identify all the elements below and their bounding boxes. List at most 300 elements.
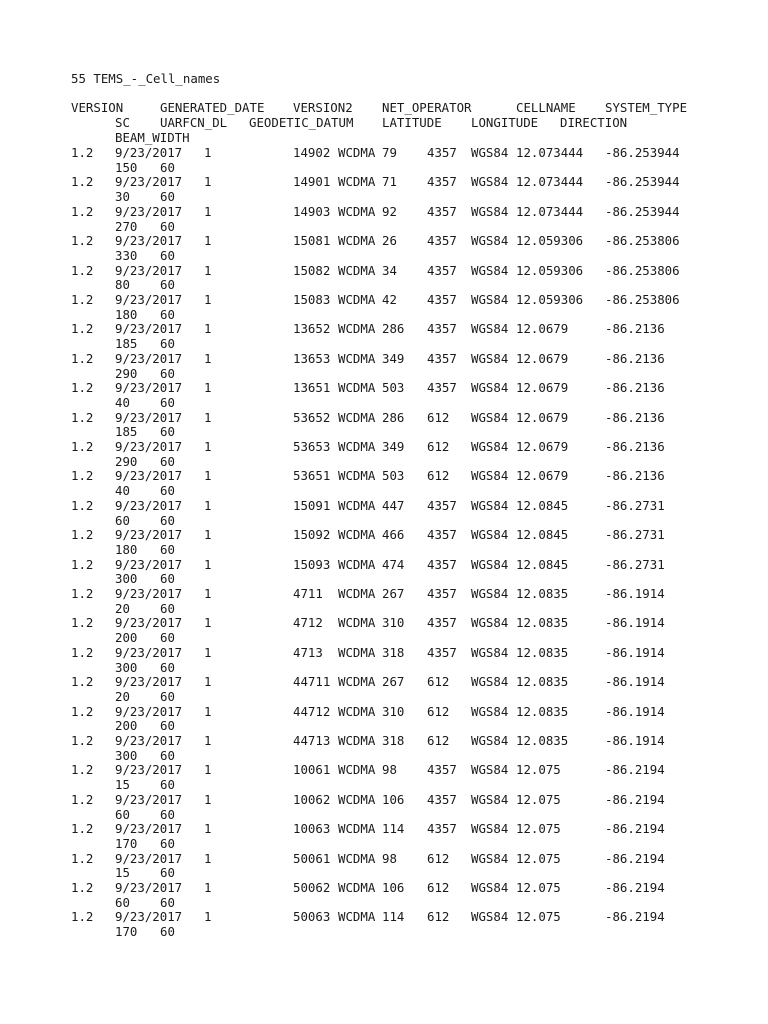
cell-latitude: 12.073444	[516, 145, 584, 160]
cell-generated-date: 9/23/2017	[115, 791, 183, 807]
cell-system-type: WCDMA	[338, 292, 376, 307]
cell-beam-width: 60	[160, 571, 175, 587]
cell-sc: 106	[382, 880, 405, 895]
cell-beam-width: 60	[160, 394, 175, 410]
cell-direction: 60	[115, 806, 130, 822]
cell-system-type: WCDMA	[338, 674, 376, 690]
cell-direction: 80	[115, 277, 130, 293]
cell-version: 1.2	[71, 850, 94, 866]
cell-longitude: -86.1914	[605, 644, 665, 660]
cell-latitude: 12.0835	[516, 586, 569, 601]
cell-uarfcn-dl: 4357	[427, 321, 457, 337]
cell-generated-date: 9/23/2017	[115, 850, 183, 866]
cell-generated-date: 9/23/2017	[115, 174, 183, 190]
cell-latitude: 12.075	[516, 880, 561, 895]
cell-geodetic-datum: WGS84	[471, 762, 509, 778]
cell-uarfcn-dl: 612	[427, 439, 450, 454]
cell-uarfcn-dl: 4357	[427, 497, 457, 513]
cell-latitude: 12.0679	[516, 439, 569, 454]
cell-system-type: WCDMA	[338, 615, 376, 631]
column-header-geodetic-datum: GEODETIC_DATUM	[249, 115, 354, 130]
cell-version: 1.2	[71, 233, 94, 249]
cell-geodetic-datum: WGS84	[471, 880, 509, 895]
cell-cellname: 4713	[293, 644, 323, 660]
cell-cellname: 10062	[293, 791, 331, 807]
cell-version2: 1	[204, 850, 212, 866]
cell-direction: 180	[115, 306, 138, 322]
cell-version2: 1	[204, 380, 212, 396]
cell-direction: 60	[115, 894, 130, 910]
cell-uarfcn-dl: 4357	[427, 821, 457, 837]
cell-geodetic-datum: WGS84	[471, 321, 509, 337]
cell-generated-date: 9/23/2017	[115, 644, 183, 660]
cell-uarfcn-dl: 4357	[427, 527, 457, 543]
cell-beam-width: 60	[160, 865, 175, 881]
cell-version: 1.2	[71, 586, 94, 601]
cell-direction: 15	[115, 865, 130, 881]
cell-direction: 200	[115, 630, 138, 646]
cell-direction: 300	[115, 571, 138, 587]
cell-system-type: WCDMA	[338, 174, 376, 190]
column-header-direction: DIRECTION	[560, 115, 628, 130]
cell-version2: 1	[204, 321, 212, 337]
cell-uarfcn-dl: 4357	[427, 262, 457, 278]
cell-version: 1.2	[71, 527, 94, 543]
cell-generated-date: 9/23/2017	[115, 674, 183, 690]
cell-sc: 71	[382, 174, 397, 190]
cell-generated-date: 9/23/2017	[115, 439, 183, 454]
cell-beam-width: 60	[160, 835, 175, 851]
cell-latitude: 12.0845	[516, 497, 569, 513]
cell-sc: 79	[382, 145, 397, 160]
cell-longitude: -86.253806	[605, 262, 680, 278]
cell-longitude: -86.2731	[605, 527, 665, 543]
cell-sc: 286	[382, 321, 405, 337]
cell-sc: 318	[382, 644, 405, 660]
cell-sc: 349	[382, 350, 405, 366]
cell-geodetic-datum: WGS84	[471, 850, 509, 866]
cell-latitude: 12.0835	[516, 733, 569, 748]
cell-latitude: 12.075	[516, 791, 561, 807]
cell-uarfcn-dl: 4357	[427, 556, 457, 572]
cell-generated-date: 9/23/2017	[115, 497, 183, 513]
cell-sc: 267	[382, 586, 405, 601]
column-header-generated-date: GENERATED_DATE	[160, 100, 265, 115]
cell-version: 1.2	[71, 468, 94, 484]
cell-system-type: WCDMA	[338, 880, 376, 895]
cell-version2: 1	[204, 292, 212, 307]
cell-geodetic-datum: WGS84	[471, 909, 509, 925]
cell-version2: 1	[204, 262, 212, 278]
cell-version2: 1	[204, 586, 212, 601]
cell-cellname: 53651	[293, 468, 331, 484]
cell-geodetic-datum: WGS84	[471, 174, 509, 190]
cell-longitude: -86.1914	[605, 703, 665, 719]
cell-direction: 290	[115, 365, 138, 381]
cell-version2: 1	[204, 350, 212, 366]
cell-direction: 185	[115, 424, 138, 440]
cell-sc: 106	[382, 791, 405, 807]
cell-cellname: 15083	[293, 292, 331, 307]
cell-longitude: -86.2194	[605, 850, 665, 866]
cell-generated-date: 9/23/2017	[115, 703, 183, 719]
cell-beam-width: 60	[160, 483, 175, 499]
cell-version2: 1	[204, 821, 212, 837]
cell-longitude: -86.2136	[605, 350, 665, 366]
cell-generated-date: 9/23/2017	[115, 380, 183, 396]
cell-geodetic-datum: WGS84	[471, 497, 509, 513]
cell-sc: 26	[382, 233, 397, 249]
cell-version: 1.2	[71, 439, 94, 454]
cell-version: 1.2	[71, 644, 94, 660]
cell-generated-date: 9/23/2017	[115, 586, 183, 601]
cell-beam-width: 60	[160, 600, 175, 616]
cell-generated-date: 9/23/2017	[115, 615, 183, 631]
cell-generated-date: 9/23/2017	[115, 203, 183, 219]
cell-uarfcn-dl: 4357	[427, 350, 457, 366]
cell-latitude: 12.0679	[516, 380, 569, 396]
cell-version2: 1	[204, 527, 212, 543]
cell-generated-date: 9/23/2017	[115, 556, 183, 572]
cell-version: 1.2	[71, 791, 94, 807]
cell-sc: 503	[382, 468, 405, 484]
column-header-version: VERSION	[71, 100, 124, 115]
cell-system-type: WCDMA	[338, 644, 376, 660]
cell-latitude: 12.059306	[516, 262, 584, 278]
cell-direction: 170	[115, 924, 138, 940]
cell-beam-width: 60	[160, 806, 175, 822]
cell-system-type: WCDMA	[338, 909, 376, 925]
cell-geodetic-datum: WGS84	[471, 791, 509, 807]
cell-sc: 267	[382, 674, 405, 690]
cell-beam-width: 60	[160, 189, 175, 205]
cell-cellname: 14901	[293, 174, 331, 190]
cell-version: 1.2	[71, 203, 94, 219]
cell-longitude: -86.2194	[605, 791, 665, 807]
cell-geodetic-datum: WGS84	[471, 644, 509, 660]
cell-system-type: WCDMA	[338, 556, 376, 572]
cell-longitude: -86.253944	[605, 145, 680, 160]
cell-longitude: -86.1914	[605, 615, 665, 631]
cell-uarfcn-dl: 4357	[427, 762, 457, 778]
cell-beam-width: 60	[160, 453, 175, 469]
cell-beam-width: 60	[160, 894, 175, 910]
cell-cellname: 13652	[293, 321, 331, 337]
cell-version: 1.2	[71, 321, 94, 337]
cell-direction: 300	[115, 659, 138, 675]
cell-beam-width: 60	[160, 630, 175, 646]
cell-version2: 1	[204, 145, 212, 160]
cell-latitude: 12.0679	[516, 321, 569, 337]
cell-version2: 1	[204, 733, 212, 748]
cell-version2: 1	[204, 174, 212, 190]
cell-generated-date: 9/23/2017	[115, 145, 183, 160]
cell-system-type: WCDMA	[338, 703, 376, 719]
cell-generated-date: 9/23/2017	[115, 262, 183, 278]
cell-cellname: 50062	[293, 880, 331, 895]
cell-longitude: -86.2136	[605, 380, 665, 396]
cell-system-type: WCDMA	[338, 350, 376, 366]
cell-version: 1.2	[71, 497, 94, 513]
cell-longitude: -86.2194	[605, 909, 665, 925]
cell-direction: 180	[115, 541, 138, 557]
cell-system-type: WCDMA	[338, 321, 376, 337]
cell-generated-date: 9/23/2017	[115, 409, 183, 425]
cell-uarfcn-dl: 4357	[427, 644, 457, 660]
cell-sc: 42	[382, 292, 397, 307]
cell-sc: 98	[382, 762, 397, 778]
cell-direction: 15	[115, 777, 130, 793]
cell-version: 1.2	[71, 762, 94, 778]
cell-beam-width: 60	[160, 159, 175, 175]
cell-system-type: WCDMA	[338, 527, 376, 543]
cell-longitude: -86.2136	[605, 409, 665, 425]
cell-cellname: 14903	[293, 203, 331, 219]
cell-system-type: WCDMA	[338, 380, 376, 396]
cell-generated-date: 9/23/2017	[115, 233, 183, 249]
cell-sc: 466	[382, 527, 405, 543]
cell-geodetic-datum: WGS84	[471, 145, 509, 160]
cell-longitude: -86.253944	[605, 203, 680, 219]
cell-generated-date: 9/23/2017	[115, 527, 183, 543]
cell-geodetic-datum: WGS84	[471, 821, 509, 837]
cell-latitude: 12.0845	[516, 527, 569, 543]
cell-cellname: 10061	[293, 762, 331, 778]
cell-generated-date: 9/23/2017	[115, 733, 183, 748]
cell-cellname: 14902	[293, 145, 331, 160]
cell-uarfcn-dl: 612	[427, 468, 450, 484]
cell-sc: 114	[382, 909, 405, 925]
cell-cellname: 15081	[293, 233, 331, 249]
cell-version2: 1	[204, 497, 212, 513]
cell-longitude: -86.1914	[605, 674, 665, 690]
cell-generated-date: 9/23/2017	[115, 321, 183, 337]
cell-latitude: 12.075	[516, 909, 561, 925]
cell-sc: 349	[382, 439, 405, 454]
cell-beam-width: 60	[160, 718, 175, 734]
cell-geodetic-datum: WGS84	[471, 439, 509, 454]
column-header-net-operator: NET_OPERATOR	[382, 100, 472, 115]
cell-system-type: WCDMA	[338, 439, 376, 454]
cell-system-type: WCDMA	[338, 468, 376, 484]
document-title: 55 TEMS_-_Cell_names	[71, 71, 221, 86]
cell-version2: 1	[204, 703, 212, 719]
cell-cellname: 53652	[293, 409, 331, 425]
cell-geodetic-datum: WGS84	[471, 674, 509, 690]
cell-geodetic-datum: WGS84	[471, 233, 509, 249]
cell-sc: 286	[382, 409, 405, 425]
cell-sc: 310	[382, 615, 405, 631]
cell-version: 1.2	[71, 909, 94, 925]
cell-direction: 20	[115, 688, 130, 704]
cell-latitude: 12.073444	[516, 174, 584, 190]
cell-latitude: 12.0835	[516, 644, 569, 660]
cell-direction: 20	[115, 600, 130, 616]
cell-cellname: 4711	[293, 586, 323, 601]
cell-uarfcn-dl: 612	[427, 733, 450, 748]
cell-geodetic-datum: WGS84	[471, 203, 509, 219]
cell-version: 1.2	[71, 880, 94, 895]
cell-generated-date: 9/23/2017	[115, 762, 183, 778]
cell-longitude: -86.2136	[605, 439, 665, 454]
cell-uarfcn-dl: 4357	[427, 145, 457, 160]
cell-version: 1.2	[71, 145, 94, 160]
cell-version2: 1	[204, 468, 212, 484]
cell-latitude: 12.073444	[516, 203, 584, 219]
cell-beam-width: 60	[160, 512, 175, 528]
cell-geodetic-datum: WGS84	[471, 468, 509, 484]
cell-uarfcn-dl: 612	[427, 674, 450, 690]
cell-direction: 60	[115, 512, 130, 528]
cell-version: 1.2	[71, 703, 94, 719]
cell-longitude: -86.253806	[605, 233, 680, 249]
cell-direction: 170	[115, 835, 138, 851]
column-header-latitude: LATITUDE	[382, 115, 442, 130]
cell-uarfcn-dl: 612	[427, 909, 450, 925]
cell-version: 1.2	[71, 174, 94, 190]
cell-latitude: 12.0835	[516, 674, 569, 690]
cell-geodetic-datum: WGS84	[471, 409, 509, 425]
cell-version: 1.2	[71, 556, 94, 572]
cell-beam-width: 60	[160, 688, 175, 704]
column-header-beam-width: BEAM_WIDTH	[115, 130, 190, 145]
cell-generated-date: 9/23/2017	[115, 468, 183, 484]
cell-version: 1.2	[71, 380, 94, 396]
cell-beam-width: 60	[160, 365, 175, 381]
cell-cellname: 4712	[293, 615, 323, 631]
cell-geodetic-datum: WGS84	[471, 615, 509, 631]
cell-beam-width: 60	[160, 336, 175, 352]
cell-beam-width: 60	[160, 218, 175, 234]
cell-uarfcn-dl: 4357	[427, 586, 457, 601]
cell-geodetic-datum: WGS84	[471, 527, 509, 543]
cell-sc: 34	[382, 262, 397, 278]
cell-beam-width: 60	[160, 924, 175, 940]
cell-sc: 447	[382, 497, 405, 513]
cell-latitude: 12.075	[516, 821, 561, 837]
cell-uarfcn-dl: 4357	[427, 174, 457, 190]
cell-sc: 503	[382, 380, 405, 396]
cell-uarfcn-dl: 4357	[427, 292, 457, 307]
cell-beam-width: 60	[160, 424, 175, 440]
cell-system-type: WCDMA	[338, 203, 376, 219]
cell-system-type: WCDMA	[338, 762, 376, 778]
cell-geodetic-datum: WGS84	[471, 703, 509, 719]
cell-longitude: -86.1914	[605, 733, 665, 748]
cell-version2: 1	[204, 909, 212, 925]
cell-system-type: WCDMA	[338, 262, 376, 278]
cell-geodetic-datum: WGS84	[471, 586, 509, 601]
cell-version: 1.2	[71, 292, 94, 307]
cell-cellname: 15093	[293, 556, 331, 572]
cell-sc: 474	[382, 556, 405, 572]
cell-beam-width: 60	[160, 747, 175, 763]
cell-direction: 300	[115, 747, 138, 763]
cell-version2: 1	[204, 880, 212, 895]
cell-sc: 310	[382, 703, 405, 719]
cell-direction: 185	[115, 336, 138, 352]
cell-geodetic-datum: WGS84	[471, 380, 509, 396]
cell-cellname: 53653	[293, 439, 331, 454]
cell-version2: 1	[204, 791, 212, 807]
cell-longitude: -86.253806	[605, 292, 680, 307]
cell-cellname: 15092	[293, 527, 331, 543]
cell-system-type: WCDMA	[338, 497, 376, 513]
cell-system-type: WCDMA	[338, 821, 376, 837]
cell-direction: 270	[115, 218, 138, 234]
cell-cellname: 13651	[293, 380, 331, 396]
cell-version: 1.2	[71, 350, 94, 366]
cell-version: 1.2	[71, 409, 94, 425]
cell-version2: 1	[204, 762, 212, 778]
cell-direction: 200	[115, 718, 138, 734]
cell-version: 1.2	[71, 821, 94, 837]
cell-cellname: 50061	[293, 850, 331, 866]
cell-latitude: 12.0835	[516, 703, 569, 719]
column-header-longitude: LONGITUDE	[471, 115, 539, 130]
cell-cellname: 50063	[293, 909, 331, 925]
cell-longitude: -86.2731	[605, 497, 665, 513]
cell-beam-width: 60	[160, 777, 175, 793]
cell-geodetic-datum: WGS84	[471, 350, 509, 366]
column-header-cellname: CELLNAME	[516, 100, 576, 115]
cell-version: 1.2	[71, 262, 94, 278]
cell-sc: 114	[382, 821, 405, 837]
cell-geodetic-datum: WGS84	[471, 292, 509, 307]
cell-beam-width: 60	[160, 247, 175, 263]
cell-longitude: -86.2194	[605, 880, 665, 895]
cell-direction: 30	[115, 189, 130, 205]
cell-cellname: 13653	[293, 350, 331, 366]
cell-version2: 1	[204, 615, 212, 631]
cell-system-type: WCDMA	[338, 409, 376, 425]
cell-beam-width: 60	[160, 541, 175, 557]
cell-generated-date: 9/23/2017	[115, 292, 183, 307]
cell-generated-date: 9/23/2017	[115, 909, 183, 925]
cell-geodetic-datum: WGS84	[471, 556, 509, 572]
cell-cellname: 10063	[293, 821, 331, 837]
cell-system-type: WCDMA	[338, 850, 376, 866]
cell-uarfcn-dl: 612	[427, 880, 450, 895]
cell-uarfcn-dl: 612	[427, 409, 450, 425]
cell-version2: 1	[204, 233, 212, 249]
cell-latitude: 12.059306	[516, 292, 584, 307]
cell-uarfcn-dl: 4357	[427, 380, 457, 396]
cell-beam-width: 60	[160, 277, 175, 293]
cell-cellname: 15091	[293, 497, 331, 513]
cell-version2: 1	[204, 203, 212, 219]
column-header-sc: SC	[115, 115, 130, 130]
column-header-version2: VERSION2	[293, 100, 353, 115]
cell-uarfcn-dl: 4357	[427, 203, 457, 219]
cell-sc: 318	[382, 733, 405, 748]
cell-latitude: 12.075	[516, 762, 561, 778]
cell-system-type: WCDMA	[338, 733, 376, 748]
cell-uarfcn-dl: 612	[427, 703, 450, 719]
cell-version2: 1	[204, 439, 212, 454]
cell-version: 1.2	[71, 674, 94, 690]
cell-version2: 1	[204, 409, 212, 425]
cell-longitude: -86.2194	[605, 821, 665, 837]
cell-geodetic-datum: WGS84	[471, 262, 509, 278]
cell-latitude: 12.0845	[516, 556, 569, 572]
cell-latitude: 12.0679	[516, 409, 569, 425]
cell-beam-width: 60	[160, 659, 175, 675]
cell-beam-width: 60	[160, 306, 175, 322]
cell-longitude: -86.2731	[605, 556, 665, 572]
cell-generated-date: 9/23/2017	[115, 880, 183, 895]
cell-version2: 1	[204, 644, 212, 660]
